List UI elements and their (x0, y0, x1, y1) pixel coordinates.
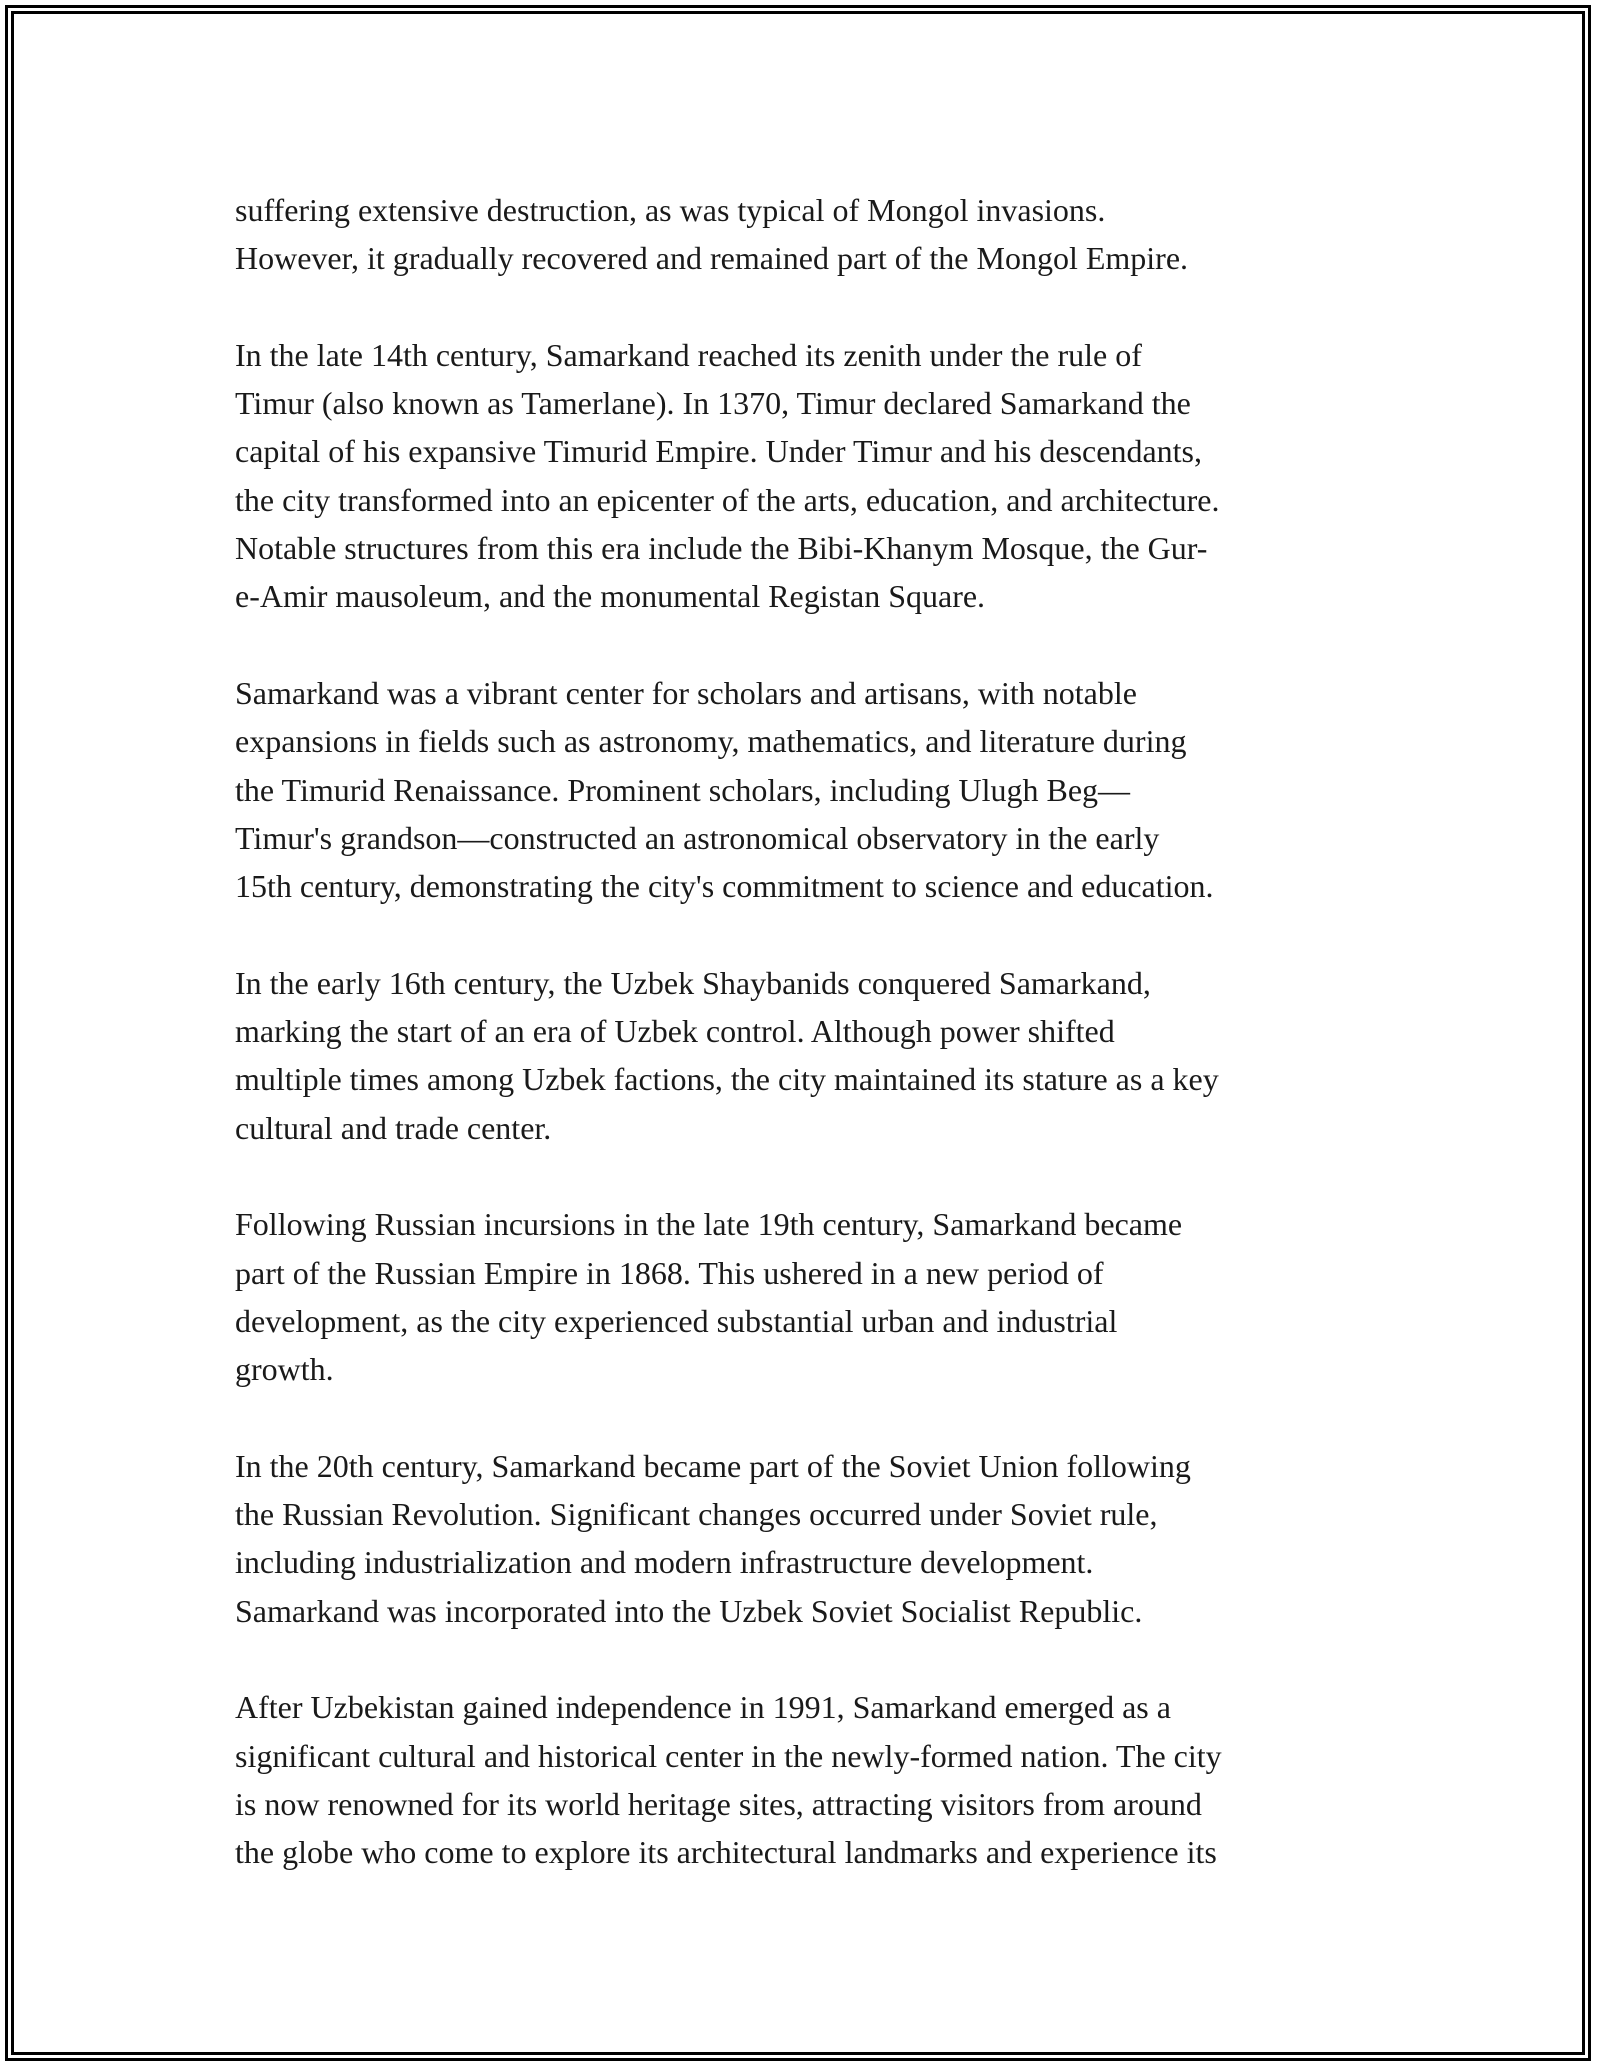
paragraph-timurid-zenith: In the late 14th century, Samarkand reached its zenith under the rule of Timur (also known as Tamerlane). In 1370, Timur declared Samarkand the capital of his expansive Timurid Empire. Under Timur and his descendants, the city transformed into an epicenter of the arts, education, and architecture. Notable structures from this era include the Bibi-Khanym Mosque, the Gur- e-Amir mausoleum, and the monumental Registan Square. (235, 336, 1220, 615)
document-body (235, 186, 1375, 1925)
paragraph-russian-empire: Following Russian incursions in the late 19th century, Samarkand became part of the Russian Empire in 1868. This ushered in a new period of development, as the city experienced substantial urban and industrial growth. (235, 1206, 1183, 1388)
paragraph-soviet-era: In the 20th century, Samarkand became part of the Soviet Union following the Russian Revolution. Significant changes occurred under Soviet rule, including industrialization and modern infrastructure development. Samarkand was incorporated into the Uzbek Soviet Socialist Republic. (235, 1447, 1191, 1629)
paragraph-mongol-recovery: suffering extensive destruction, as was typical of Mongol invasions. However, it gradually recovered and remained part of the Mongol Empire. (235, 192, 1189, 277)
paragraph-uzbek-shaybanids: In the early 16th century, the Uzbek Shaybanids conquered Samarkand, marking the start of an era of Uzbek control. Although power shifted multiple times among Uzbek factions, the city maintained its stature as a key cultural and trade center. (235, 964, 1219, 1146)
paragraph-timurid-renaissance: Samarkand was a vibrant center for scholars and artisans, with notable expansions in fields such as astronomy, mathematics, and literature during the Timurid Renaissance. Prominent scholars, including Ulugh Beg— Timur's grandson—constructed an astronomical observatory in the early 15th century, demonstrating the city's commitment to science and education. (235, 674, 1214, 905)
paragraph-independence: After Uzbekistan gained independence in 1991, Samarkand emerged as a significant cultural and historical center in the newly-formed nation. The city is now renowned for its world heritage sites, attracting visitors from around the globe who come to explore its architectural landmarks and experience its (235, 1689, 1222, 1871)
